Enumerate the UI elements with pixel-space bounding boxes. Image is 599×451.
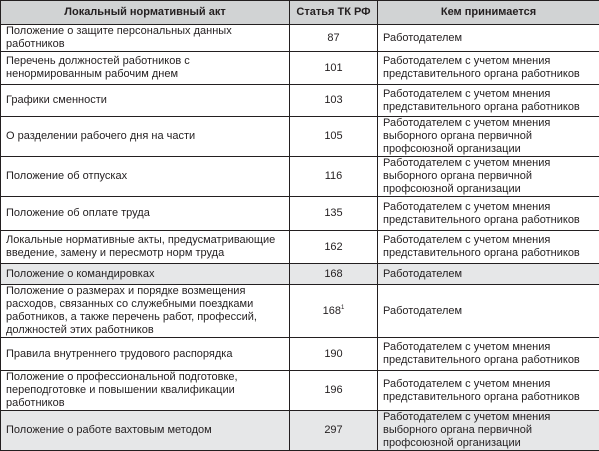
table-row [1, 338, 599, 371]
adopted-by-cell: Работодателем [378, 285, 599, 338]
adopted-by-cell: Работодателем с учетом мнения представительного органа работников [378, 197, 599, 231]
table-row [1, 264, 599, 285]
adopted-by-cell: Работодателем с учетом мнения выборного органа первичной профсоюзной организации [378, 157, 599, 197]
act-cell: Положение о работе вахтовым методом [1, 411, 290, 451]
article-cell [290, 157, 378, 197]
adopted-by-cell: Работодателем с учетом мнения представительного органа работников [378, 52, 599, 85]
article-number: 196 [324, 384, 342, 396]
article-number: 168 [323, 305, 341, 317]
article-cell [290, 85, 378, 117]
act-cell: Положение о профессиональной подготовке, переподготовке и повышении квалификации работников [1, 371, 290, 411]
article-cell [290, 285, 378, 338]
article-cell [290, 371, 378, 411]
adopted-by-cell: Работодателем с учетом мнения представительного органа работников [378, 231, 599, 264]
article-number: 101 [324, 62, 342, 74]
table-row [1, 52, 599, 85]
article-number: 87 [327, 32, 339, 44]
table-row [1, 231, 599, 264]
article-number: 162 [324, 241, 342, 253]
adopted-by-cell: Работодателем [378, 264, 599, 285]
table-row [1, 371, 599, 411]
article-cell [290, 25, 378, 52]
adopted-by-cell: Работодателем с учетом мнения представительного органа работников [378, 85, 599, 117]
article-cell [290, 231, 378, 264]
table-row [1, 85, 599, 117]
column-header-act: Локальный нормативный акт [1, 1, 290, 25]
act-cell: Положение об оплате труда [1, 197, 290, 231]
table-row [1, 157, 599, 197]
adopted-by-cell: Работодателем [378, 25, 599, 52]
article-cell [290, 197, 378, 231]
act-cell: Положение об отпусках [1, 157, 290, 197]
act-cell: Графики сменности [1, 85, 290, 117]
article-cell [290, 411, 378, 451]
footnote-marker: 1 [341, 305, 344, 311]
column-header-article: Статья ТК РФ [290, 1, 378, 25]
article-number: 190 [324, 348, 342, 360]
adopted-by-cell: Работодателем с учетом мнения выборного органа первичной профсоюзной организации [378, 411, 599, 451]
act-cell: Положение о защите персональных данных работников [1, 25, 290, 52]
act-cell: Локальные нормативные акты, предусматривающие введение, замену и пересмотр норм труда [1, 231, 290, 264]
article-number: 105 [324, 130, 342, 142]
table-row [1, 117, 599, 157]
table-row [1, 25, 599, 52]
article-cell [290, 264, 378, 285]
table-header-row [1, 1, 599, 25]
table-row [1, 411, 599, 451]
act-cell: Перечень должностей работников с ненормированным рабочим днем [1, 52, 290, 85]
adopted-by-cell: Работодателем с учетом мнения представительного органа работников [378, 338, 599, 371]
column-header-adopted-by: Кем принимается [378, 1, 599, 25]
article-number: 168 [324, 268, 342, 280]
article-cell [290, 52, 378, 85]
act-cell: Положение о размерах и порядке возмещения расходов, связанных со служебными поездками работников, а также перечень работ, профессий, должностей этих работников [1, 285, 290, 338]
adopted-by-cell: Работодателем с учетом мнения представительного органа работников [378, 371, 599, 411]
act-cell: Положение о командировках [1, 264, 290, 285]
adopted-by-cell: Работодателем с учетом мнения выборного органа первичной профсоюзной организации [378, 117, 599, 157]
article-number: 135 [324, 207, 342, 219]
article-cell [290, 117, 378, 157]
table-row [1, 285, 599, 338]
table-row [1, 197, 599, 231]
article-cell [290, 338, 378, 371]
article-number: 103 [324, 94, 342, 106]
act-cell: О разделении рабочего дня на части [1, 117, 290, 157]
article-number: 297 [324, 424, 342, 436]
article-number: 116 [325, 170, 343, 182]
act-cell: Правила внутреннего трудового распорядка [1, 338, 290, 371]
